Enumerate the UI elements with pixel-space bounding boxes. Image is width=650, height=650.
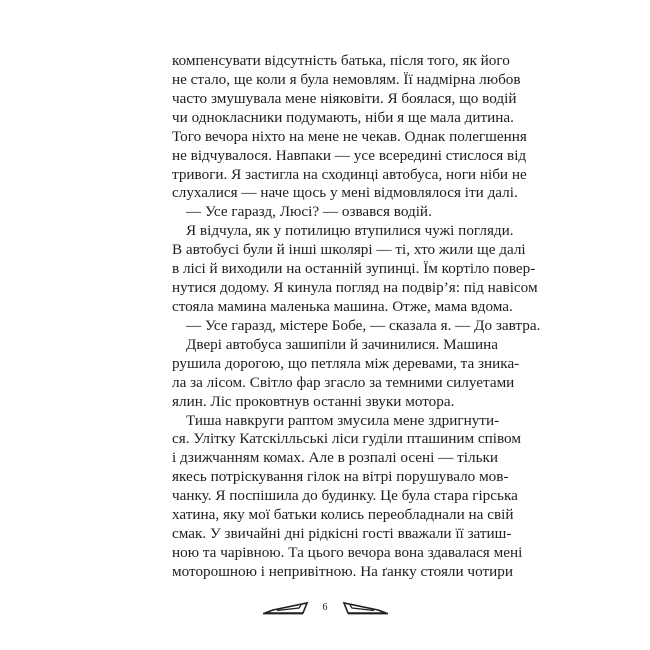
text-line: слухалися — наче щось у мені відмовлялося іти далі.	[172, 184, 518, 202]
page-number: 6	[322, 602, 328, 613]
text-line: Я відчула, як у потилицю втупилися чужі погляди.	[186, 222, 514, 240]
text-line: рушила дорогою, що петляла між деревами, та зника-	[172, 354, 520, 372]
text-line: в лісі й виходили на останній зупинці. Їм кортіло повер-	[172, 260, 536, 278]
text-line: Двері автобуса зашипіли й зачинилися. Машина	[186, 335, 499, 353]
text-line: хатина, яку мої батьки колись переобладнали на свій	[172, 506, 514, 524]
text-line: тривоги. Я застигла на сходинці автобуса, ноги ніби не	[172, 165, 527, 183]
text-line: стояла мамина маленька машина. Отже, мама вдома.	[172, 297, 513, 315]
text-line: В автобусі були й інші школярі — ті, хто жили ще далі	[172, 241, 526, 259]
page-footer	[0, 598, 650, 618]
text-line: чанку. Я поспішила до будинку. Це була стара гірська	[172, 487, 518, 505]
text-line: Того вечора ніхто на мене не чекав. Однак полегшення	[172, 127, 527, 145]
ornament-left-icon	[263, 601, 313, 615]
text-line: чи однокласники подумають, ніби я ще мала дитина.	[172, 108, 514, 126]
text-line: не відчувалося. Навпаки — усе всередині стислося від	[172, 146, 527, 164]
text-line: якесь потріскування гілок на вітрі порушувало мов-	[172, 468, 509, 486]
text-line: і дзижчанням комах. Але в розпалі осені — тільки	[172, 449, 499, 467]
ornament-right-icon	[338, 601, 388, 615]
text-line: — Усе гаразд, містере Бобе, — сказала я. — До завтра.	[186, 316, 541, 334]
text-line: ся. Улітку Катскілльські ліси гуділи пташиним співом	[172, 430, 521, 448]
text-line: — Усе гаразд, Люсі? — озвався водій.	[186, 203, 432, 221]
text-line: не стало, ще коли я була немовлям. Її надмірна любов	[172, 70, 521, 88]
text-line: моторошною і непривітною. На ґанку стояли чотири	[172, 562, 513, 580]
text-line: компенсувати відсутність батька, після того, як його	[172, 52, 510, 69]
body-text	[172, 52, 541, 582]
text-line: нутися додому. Я кинула погляд на подвір’я: під навісом	[172, 279, 538, 297]
text-line: ною та чарівною. Та цього вечора вона здавалася мені	[172, 543, 523, 561]
text-line: часто змушувала мене ніяковіти. Я боялася, що водій	[172, 89, 517, 107]
text-line: ялин. Ліс проковтнув останні звуки мотора.	[172, 392, 455, 410]
text-line: смак. У звичайні дні рідкісні гості вважали її затиш-	[172, 525, 512, 543]
text-line: Тиша навкруги раптом змусила мене здригнути-	[186, 411, 500, 429]
text-line: ла за лісом. Світло фар згасло за темними силуетами	[172, 373, 515, 391]
